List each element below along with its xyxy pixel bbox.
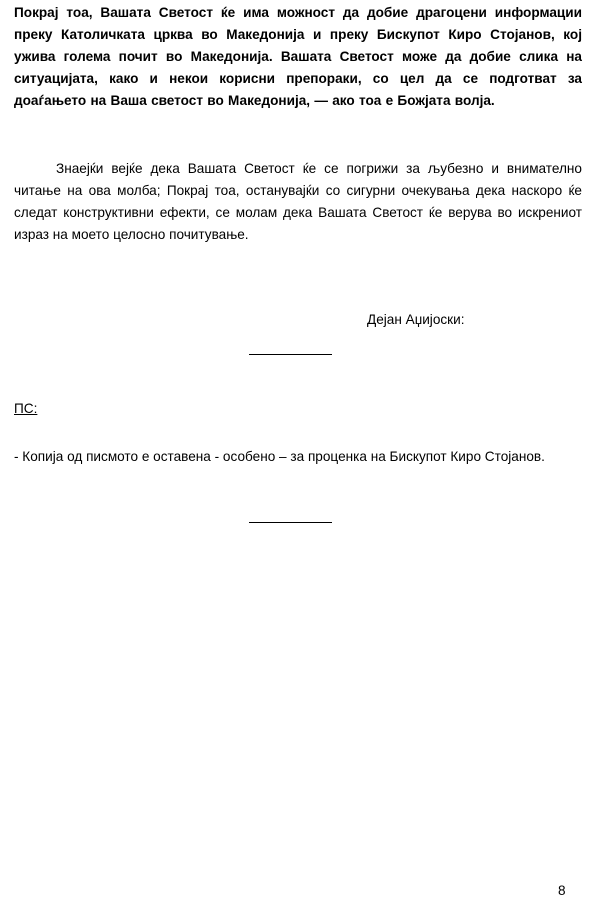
signature-name: Дејан Аџијоски:	[367, 312, 465, 327]
signature-line	[249, 354, 332, 355]
postscript-note: - Копија од писмото е оставена - особено – за проценка на Бискупот Киро Стојанов.	[14, 449, 545, 464]
postscript-label: ПС:	[14, 401, 38, 416]
page-number: 8	[558, 883, 566, 898]
separator-line	[249, 522, 332, 523]
paragraph-closing: Знаејќи вејќе дека Вашата Светост ќе се погрижи за љубезно и внимателно читање на ова молба; Покрај тоа, останувајќи со сигурни очекувања дека наскоро ќе следат конструктивни ефекти, се молам дека Вашата Светост ќе верува во искрениот израз на моето целосно почитување.	[14, 161, 582, 242]
paragraph-information: Покрај тоа, Вашата Светост ќе има можност да добие драгоцени информации преку Католичката црква во Македонија и преку Бискупот Киро Стојанов, кој ужива голема почит во Македонија. Вашата Светост може да добие слика на ситуацијата, како и некои корисни препораки, со цел да се подготват за доаѓањето на Ваша светост во Македонија, — ако тоа е Божјата волја.	[14, 5, 582, 108]
